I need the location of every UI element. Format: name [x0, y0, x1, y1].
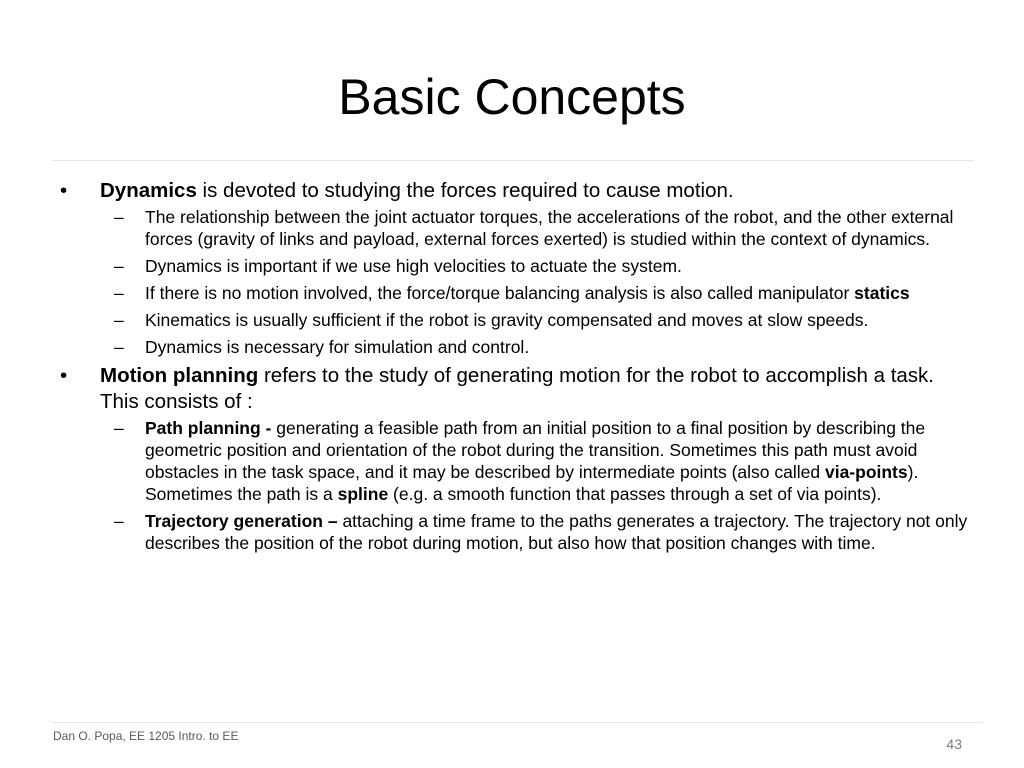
sub-bullet-bold-term: Path planning -: [145, 418, 277, 438]
footer-text: Dan O. Popa, EE 1205 Intro. to EE: [53, 729, 239, 743]
sub-bullet-bold-term: statics: [854, 283, 910, 303]
bullet-text: refers to the study of generating motion for the robot to accomplish a task. This consists of :: [100, 364, 934, 413]
dash-icon: –: [114, 337, 124, 357]
sub-bullet-item-path-planning: [100, 417, 972, 505]
dash-icon: –: [114, 283, 124, 303]
bullet-list: [60, 178, 972, 554]
dash-icon: –: [114, 256, 124, 276]
bullet-bold-term: Dynamics: [100, 179, 197, 202]
sub-bullet-bold-term: via-points: [824, 462, 908, 482]
sub-bullet-text: ). Sometimes the path is a: [145, 462, 919, 504]
page-number: 43: [946, 736, 962, 752]
sub-bullet-item: [100, 255, 972, 277]
slide-title: Basic Concepts: [338, 69, 686, 125]
bullet-item-motion-planning: [60, 363, 972, 554]
bullet-icon: •: [60, 179, 68, 202]
bullet-icon: •: [60, 364, 68, 387]
sub-bullet-text: If there is no motion involved, the force/torque balancing analysis is also called manipulator: [145, 283, 855, 303]
sub-bullet-item: [100, 336, 972, 358]
dash-icon: –: [114, 207, 124, 227]
bullet-text: is devoted to studying the forces required to cause motion.: [196, 179, 734, 202]
dash-icon: –: [114, 511, 124, 531]
sub-bullet-text: The relationship between the joint actuator torques, the accelerations of the robot, and the other external forces (gravity of links and payload, external forces exerted) is studied within the context of dynamics.: [145, 207, 954, 249]
sub-bullet-item: [100, 206, 972, 250]
sub-bullet-text: Dynamics is important if we use high velocities to actuate the system.: [145, 256, 682, 276]
dash-icon: –: [114, 418, 124, 438]
sub-bullet-list: [100, 417, 972, 554]
slide-content: [60, 178, 972, 559]
sub-bullet-text: attaching a time frame to the paths generates a trajectory. The trajectory not only describes the position of the robot during motion, but also how that position changes with time.: [145, 511, 968, 553]
dash-icon: –: [114, 310, 124, 330]
sub-bullet-text: Dynamics is necessary for simulation and control.: [145, 337, 530, 357]
sub-bullet-text: generating a feasible path from an initial position to a final position by describing the geometric position and orientation of the robot during the transition. Sometimes this path must avoid obstacles in the task space, and it may be described by intermediate points (also called: [145, 418, 926, 482]
bullet-bold-term: Motion planning: [100, 364, 259, 387]
sub-bullet-text: Kinematics is usually sufficient if the robot is gravity compensated and moves at slow speeds.: [145, 310, 869, 330]
bullet-item-dynamics: [60, 178, 972, 358]
footer-divider: [52, 722, 982, 723]
sub-bullet-text: (e.g. a smooth function that passes through a set of via points).: [388, 484, 882, 504]
sub-bullet-item: [100, 282, 972, 304]
sub-bullet-bold-term: spline: [337, 484, 389, 504]
sub-bullet-bold-term: Trajectory generation –: [145, 511, 338, 531]
title-divider: [52, 160, 974, 161]
sub-bullet-item: [100, 309, 972, 331]
sub-bullet-list: [100, 206, 972, 358]
sub-bullet-item-trajectory-generation: [100, 510, 972, 554]
